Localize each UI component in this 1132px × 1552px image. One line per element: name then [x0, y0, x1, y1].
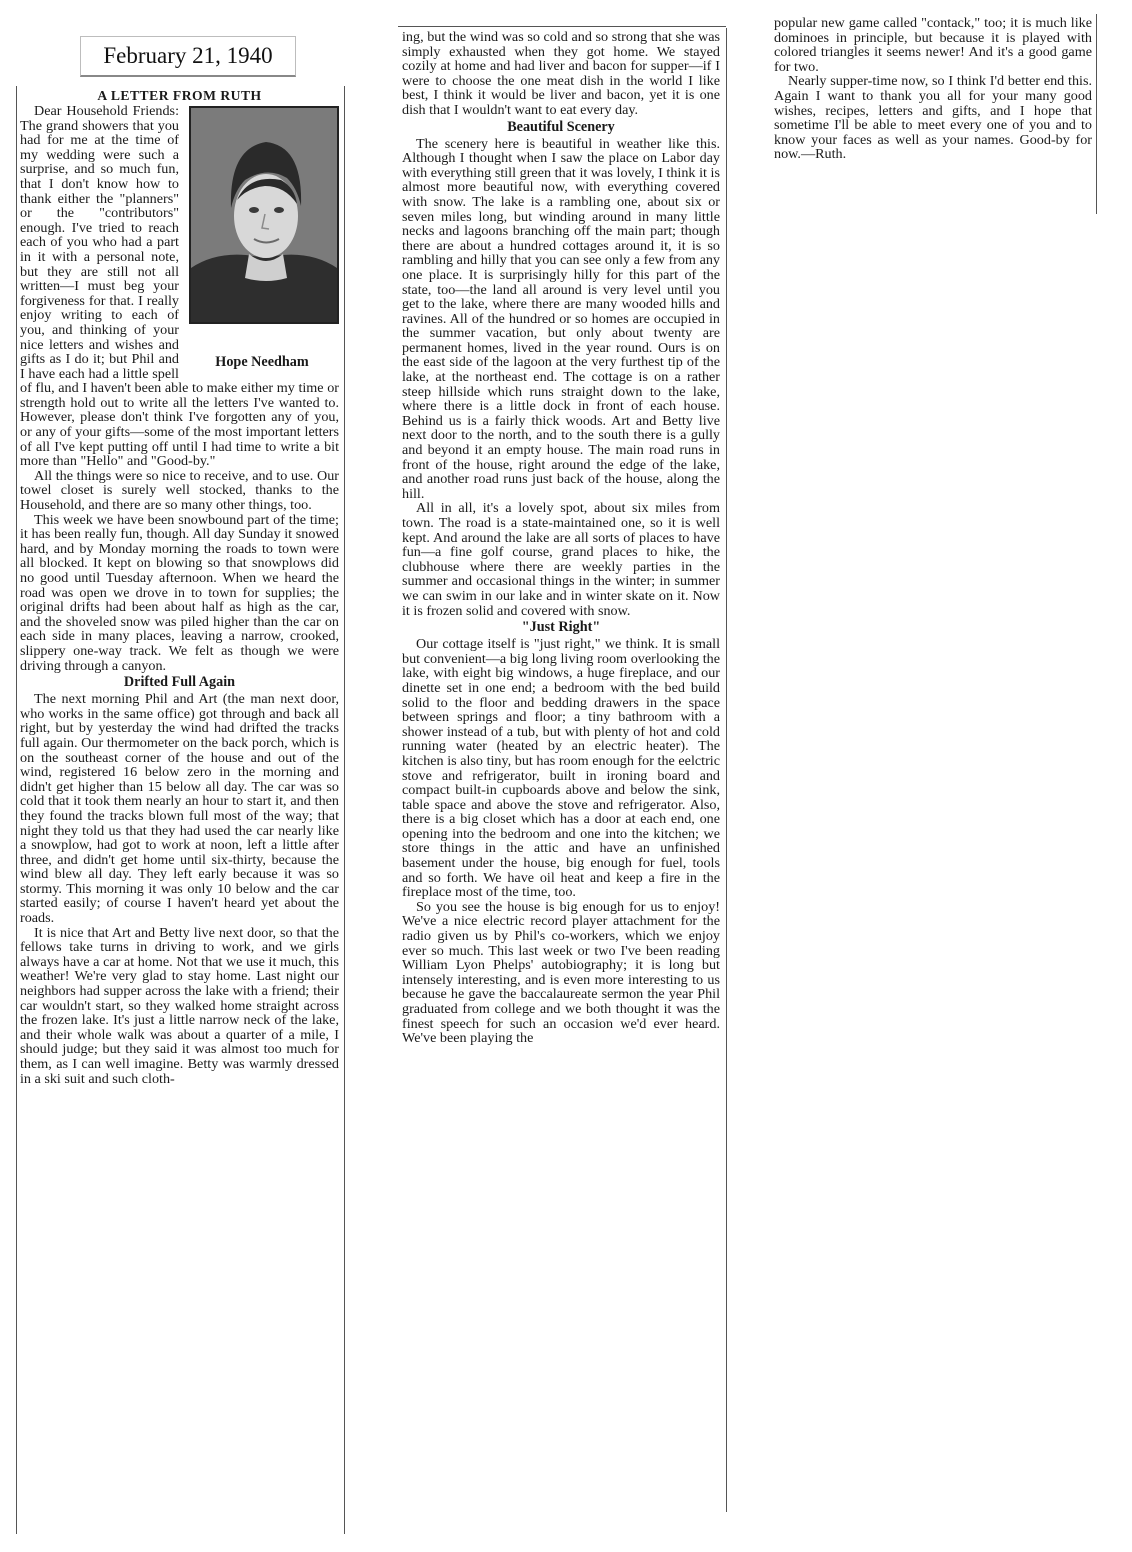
article-column-2	[402, 30, 720, 1046]
column-rule-left	[16, 86, 17, 1534]
paragraph: Our cottage itself is "just right," we think. It is small but convenient—a big long living room overlooking the lake, with eight big windows, a huge fireplace, and our dinette set in one end; a bedroom with the bed build solid to the floor and bedding drawers in the space between springs and floor; a tiny bathroom with a shower instead of a tub, but with plenty of hot and cold running water (heated by an electric heater). The kitchen is also tiny, but has room enough for the eelctric stove and refrigerator, built in ironing board and compact built-in cupboards above and below the sink, table space and above the stove and refrigerator. Also, there is a big closet which has a door at each end, one opening into the bedroom and one into the kitchen; we store things in the attic and have an unfinished basement under the house, big enough for fuel, tools and so forth. We have oil heat and keep a fire in the fireplace most of the time, too.	[402, 636, 720, 901]
paragraph: It is nice that Art and Betty live next door, so that the fellows take turns in driving to work, and we girls always have a car at home. Not that we use it much, this weather! We're very glad to stay home. Last night our neighbors had supper across the lake with a friend; their car wouldn't start, so they walked home straight across the frozen lake. It's just a little narrow neck of the lake, and their whole walk was about a quarter of a mile, I should judge; but they said it was almost too much for them, as I can well imagine. Betty was warmly dressed in a ski suit and such cloth-	[20, 924, 339, 1087]
subheading: Beautiful Scenery	[507, 118, 615, 135]
date-clipping-label: February 21, 1940	[80, 36, 296, 77]
portrait-photo	[189, 106, 339, 324]
column-rule-3	[1096, 14, 1097, 214]
paragraph: popular new game called "contack," too; it is much like dominoes in principle, but because it is played with colored triangles it seems newer! And it's a good game for two.	[774, 15, 1092, 75]
portrait-image	[191, 108, 337, 322]
article-column-1	[20, 88, 339, 1086]
column-rule-2	[726, 28, 727, 1512]
paragraph: The next morning Phil and Art (the man next door, who works in the same office) got through and back all right, but by yesterday the wind had drifted the tracks full again. Our thermometer on the back porch, which is on the southeast corner of the house and out of the wind, registered 16 below zero in the morning and didn't get higher than 15 below all day. The car was so cold that it took them nearly an hour to start it, and then they found the tracks blown full most of the way; that night they told us that they had used the car nearly like a snowplow, had got to work at noon, left a little after three, and didn't get home until six-thirty, because the wind blew all day. They left early because it was so stormy. This morning it was only 10 below and the car started easily; of course I haven't heard yet about the roads.	[20, 691, 339, 927]
column-rule-top	[398, 26, 726, 27]
paragraph: Dear Household Friends: The grand showers that you had for me at the time of my wedding were such a surprise, and so much fun, that I don't know how to thank either the "planners" or the "contributors" enough. I've tried to reach each of you who had a part in it with a personal note, but they are still not all written—I must beg your forgiveness for that. I really enjoy writing to each of you, and thinking of your nice letters and wishes and gifts as I do it; but Phil and I have each had a little spell of flu, and I haven't been able to make either my time or strength hold out to write all the letters I've wanted to. However, please don't think I've forgotten any of you, or any of your gifts—some of the most important letters of all I've kept putting off until I had time to write a bit more than "Hello" and "Good-by."	[20, 103, 339, 470]
paragraph: The scenery here is beautiful in weather like this. Although I thought when I saw the place on Labor day with everything still green that it was lovely, I think it is almost more beautiful now, with everything covered with snow. The lake is a rambling one, about six or seven miles long, but winding around in many little necks and lagoons branching off the main part; though there are about a hundred cottages around it, it is so rambling and hilly that you can see only a few from any one place. It is surprisingly hilly for this part of the state, too—the land all around is very level until you get to the lake, where there are many wooded hills and ravines. All of the hundred or so homes are occupied in the summer vacation, but only about twenty are permanent homes, lived in the year round. Ours is on the east side of the lagoon at the very furthest tip of the lake, at the northeast end. The cottage is on a rather steep hillside which runs straight down to the lake, where there is a little dock in front of each house. Behind us is a fairly thick woods. Art and Betty live next door to the north, and to the south there is a gully and beyond it an empty house. The main road runs in front of the house, right around the edge of the lake, and another road runs just back of the house, along the hill.	[402, 135, 720, 502]
article-column-3	[774, 16, 1092, 162]
paragraph: ing, but the wind was so cold and so strong that she was simply exhausted when they got home. We stayed cozily at home and had liver and bacon for supper—if I were to choose the one meat dish in the world I like best, I think it would be liver and bacon, yet it is one dish that I wouldn't want to eat every day.	[402, 29, 720, 118]
subheading: "Just Right"	[521, 619, 601, 636]
paragraph: All the things were so nice to receive, and to use. Our towel closet is surely well stocked, thanks to the Household, and there are so many other things, too.	[20, 467, 339, 514]
paragraph: Nearly supper-time now, so I think I'd better end this. Again I want to thank you all for your many good wishes, recipes, letters and gifts, and I hope that sometime I'll be able to meet every one of you and to know your faces as well as your names. Good-by for now.—Ruth.	[774, 73, 1092, 163]
photo-caption: Hope Needham	[215, 354, 309, 370]
paragraph: This week we have been snowbound part of the time; it has been really fun, though. All day Sunday it snowed hard, and by Monday morning the roads to town were all blocked. It kept on blowing so that snowplows did no good until Tuesday afternoon. When we heard the road was open we drove in to town for supplies; the original drifts had been about half as high as the car, and the shoveled snow was piled higher than the car on each side in many places, leaving a narrow, crooked, slippery one-way track. We felt as though we were driving through a canyon.	[20, 511, 339, 674]
paragraph: So you see the house is big enough for us to enjoy! We've a nice electric record player attachment for the radio given us by Phil's co-workers, which we enjoy ever so much. This last week or two I've been reading William Lyon Phelps' autobiography; it is long but intensely interesting, and is even more interesting to us because he gave the baccalaureate sermon the year Phil graduated from college and we both thought it was the finest speech for such an occasion we'd ever heard. We've been playing the	[402, 898, 720, 1047]
headline: A LETTER FROM RUTH	[97, 88, 262, 103]
subheading: Drifted Full Again	[123, 674, 236, 691]
column-rule-1	[344, 86, 345, 1534]
paragraph: All in all, it's a lovely spot, about six miles from town. The road is a state-maintained one, so it is well kept. And around the lake are all sorts of places to have fun—a fine golf course, grand places to hike, the clubhouse where there are weekly parties in the summer and occasional things in the winter; in summer we can swim in our lake and in winter skate on it. Now it is frozen solid and covered with snow.	[402, 500, 720, 619]
photo-block	[185, 106, 339, 370]
